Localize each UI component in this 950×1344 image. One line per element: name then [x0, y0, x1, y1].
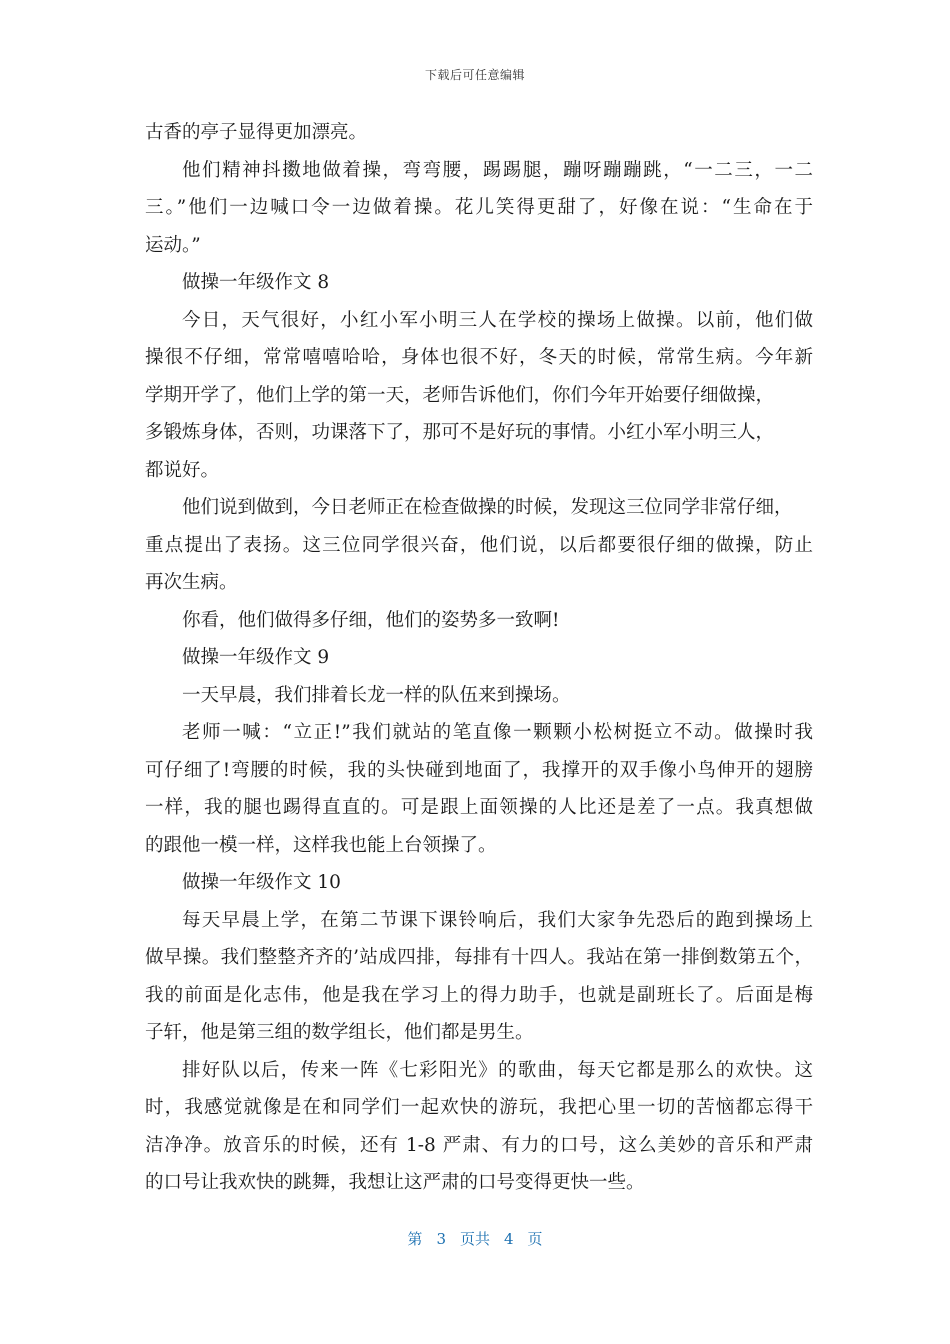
text-line: 做操一年级作文 10 — [182, 872, 341, 893]
page-footer — [0, 1228, 950, 1249]
footer-word-end: 页 — [527, 1230, 543, 1248]
footer-word-page: 第 — [407, 1230, 423, 1248]
footer-word-of: 页共 — [459, 1230, 490, 1248]
text-line: 的口号让我欢快的跳舞，我想让这严肃的口号变得更快一些。 — [145, 1172, 645, 1193]
text-line: 子轩，他是第三组的数学组长，他们都是男生。 — [145, 1022, 534, 1043]
text-line: 做操一年级作文 9 — [182, 647, 330, 668]
footer-current-page: 3 — [436, 1230, 446, 1248]
text-line: 三。”他们一边喊口令一边做着操。花儿笑得更甜了，好像在说：“生命在于 — [145, 197, 813, 218]
text-line: 老师一喊：“立正!”我们就站的笔直像一颗颗小松树挺立不动。做操时我 — [182, 722, 813, 743]
text-line: 的跟他一模一样，这样我也能上台领操了。 — [145, 834, 497, 856]
text-line: 运动。” — [145, 234, 201, 256]
text-line: 做早操。我们整整齐齐的’站成四排，每排有十四人。我站在第一排倒数第五个， — [145, 947, 813, 968]
text-line: 学期开学了，他们上学的第一天，老师告诉他们，你们今年开始要仔细做操， — [145, 384, 775, 406]
text-line: 古香的亭子显得更加漂亮。 — [145, 122, 368, 143]
text-line: 排好队以后，传来一阵《七彩阳光》的歌曲，每天它都是那么的欢快。这 — [182, 1059, 813, 1081]
page-header: 下载后可任意编辑 — [424, 68, 525, 82]
text-line: 他们说到做到，今日老师正在检查做操的时候，发现这三位同学非常仔细， — [182, 497, 793, 518]
text-line: 我的前面是化志伟，他是我在学习上的得力助手，也就是副班长了。后面是梅 — [145, 984, 813, 1006]
text-line: 他们精神抖擞地做着操，弯弯腰，踢踢腿，蹦呀蹦蹦跳，“一二三，一二 — [182, 159, 813, 181]
text-line: 再次生病。 — [145, 572, 238, 593]
text-line: 多锻炼身体，否则，功课落下了，那可不是好玩的事情。小红小军小明三人， — [145, 422, 775, 443]
text-line: 洁净净。放音乐的时候，还有 1-8 严肃、有力的口号，这么美妙的音乐和严肃 — [145, 1134, 813, 1156]
text-line: 一天早晨，我们排着长龙一样的队伍来到操场。 — [182, 684, 571, 706]
text-line: 重点提出了表扬。这三位同学很兴奋，他们说，以后都要很仔细的做操，防止 — [145, 534, 813, 556]
text-line: 你看，他们做得多仔细，他们的姿势多一致啊! — [182, 609, 560, 631]
text-line: 操很不仔细，常常嘻嘻哈哈，身体也很不好，冬天的时候，常常生病。今年新 — [145, 347, 813, 368]
text-line: 今日，天气很好，小红小军小明三人在学校的操场上做操。以前，他们做 — [182, 309, 813, 331]
text-line: 每天早晨上学，在第二节课下课铃响后，我们大家争先恐后的跑到操场上 — [182, 909, 813, 931]
document-body — [145, 114, 813, 1202]
text-line: 都说好。 — [145, 459, 220, 481]
text-line: 做操一年级作文 8 — [182, 272, 330, 293]
footer-total-pages: 4 — [504, 1230, 514, 1248]
text-line: 时，我感觉就像是在和同学们一起欢快的游玩，我把心里一切的苦恼都忘得干 — [145, 1097, 813, 1118]
text-line: 可仔细了!弯腰的时候，我的头快碰到地面了，我撑开的双手像小鸟伸开的翅膀 — [145, 759, 813, 781]
text-line: 一样，我的腿也踢得直直的。可是跟上面领操的人比还是差了一点。我真想做 — [145, 797, 813, 818]
